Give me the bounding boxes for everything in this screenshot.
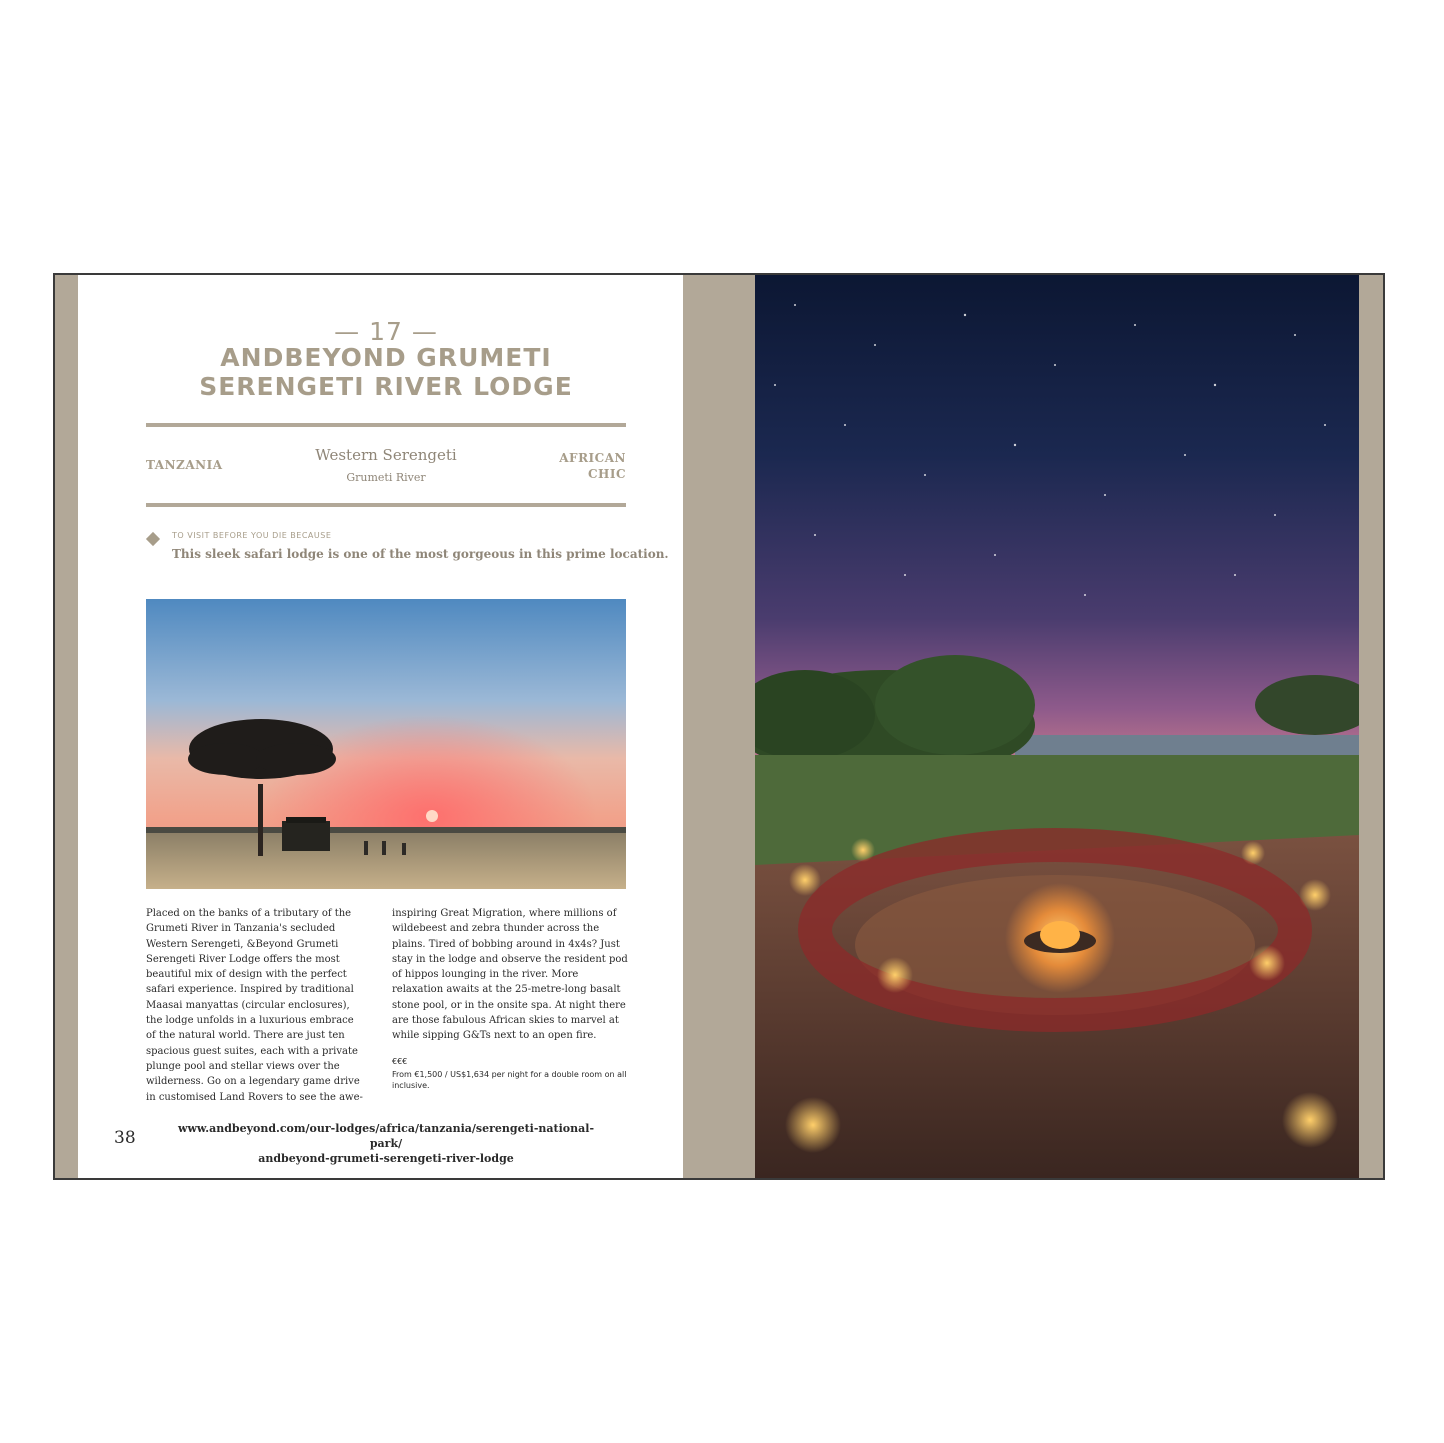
body-column-2: inspiring Great Migration, where millions of wildebeest and zebra thunder across the plains. Tired of bobbing around in 4x4s? Just stay in the lodge and observe the resident pod of hippos lounging in the river. More relaxation awaits at the 25-metre-long basalt stone pool, or in the onsite spa. At night there are those fabulous African skies to marvel at while sipping G&Ts next to an open fire.: [392, 908, 628, 1042]
firepit-night-photo: [755, 275, 1359, 1178]
lodge-url[interactable]: [166, 1121, 606, 1166]
right-margin: [1359, 275, 1383, 1178]
style-line-2: CHIC: [587, 467, 626, 481]
url-line-2[interactable]: andbeyond-grumeti-serengeti-river-lodge: [258, 1152, 514, 1165]
entry-number: — 17 —: [334, 317, 438, 346]
country-label: TANZANIA: [146, 458, 223, 472]
url-line-1[interactable]: www.andbeyond.com/our-lodges/africa/tanzania/serengeti-national-park/: [177, 1122, 595, 1150]
region-label: Western Serengeti: [315, 446, 457, 464]
title-line-1: ANDBEYOND GRUMETI: [220, 343, 552, 372]
left-margin: [55, 275, 78, 1178]
divider-bottom: [146, 503, 626, 507]
left-page: [78, 275, 683, 1178]
body-column-1: Placed on the banks of a tributary of the Grumeti River in Tanzania's secluded Western Serengeti, &Beyond Grumeti Serengeti River Lodge offers the most beautiful mix of design with the perfect safari experience. Inspired by traditional Maasai manyattas (circular enclosures), the lodge unfolds in a luxurious embrace of the natural world. There are just ten spacious guest suites, each with a private plunge pool and stellar views over the wilderness. Go on a legendary game drive in customised Land Rovers to see the awe-: [146, 908, 363, 1103]
diamond-icon: [146, 532, 160, 546]
title-line-2: SERENGETI RIVER LODGE: [199, 372, 573, 401]
price-label: €€€: [392, 1057, 408, 1066]
subregion-label: Grumeti River: [346, 471, 426, 484]
gutter: [683, 275, 755, 1178]
reason-text: This sleek safari lodge is one of the most gorgeous in this prime location.: [172, 547, 669, 561]
divider-top: [146, 423, 626, 427]
style-label: [548, 450, 626, 482]
entry-title: [146, 343, 626, 401]
price-text: From €1,500 / US$1,634 per night for a double room on all inclusive.: [392, 1070, 627, 1090]
page-number: 38: [114, 1128, 136, 1148]
book-spread: [53, 273, 1385, 1180]
style-line-1: AFRICAN: [559, 451, 626, 465]
savanna-sunset-photo: [146, 599, 626, 889]
reason-label: TO VISIT BEFORE YOU DIE BECAUSE: [172, 531, 332, 540]
